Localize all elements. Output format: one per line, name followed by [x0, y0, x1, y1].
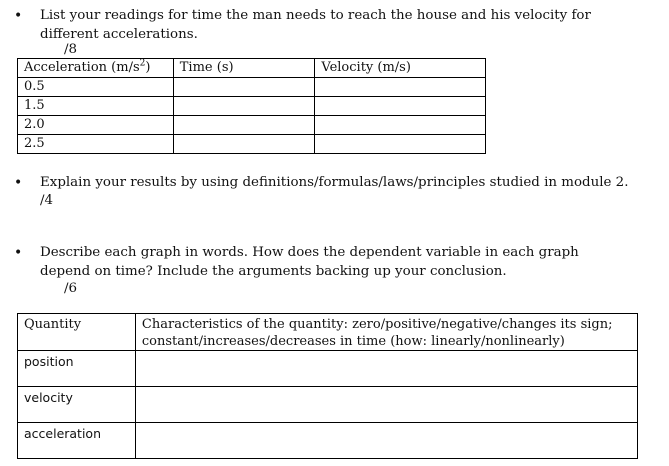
column-header-quantity: Quantity — [18, 314, 136, 351]
table-row — [18, 97, 486, 116]
cell-time[interactable] — [173, 78, 315, 97]
cell-acceleration: 0.5 — [18, 78, 174, 97]
table-row — [18, 78, 486, 97]
cell-velocity[interactable] — [315, 135, 486, 154]
cell-quantity-acceleration: acceleration — [18, 423, 136, 459]
cell-time[interactable] — [173, 97, 315, 116]
instruction-explain: Explain your results by using definitions/formulas/laws/principles studied in module 2. — [40, 175, 629, 190]
score-describe: /6 — [64, 281, 78, 296]
table-row — [18, 351, 638, 387]
table-row — [18, 116, 486, 135]
column-header-time: Time (s) — [173, 59, 315, 78]
score-explain: /4 — [40, 193, 54, 208]
bullet-marker: • — [14, 245, 23, 261]
cell-velocity[interactable] — [315, 78, 486, 97]
cell-quantity-velocity: velocity — [18, 387, 136, 423]
table-row — [18, 387, 638, 423]
table-row — [18, 423, 638, 459]
table-header-row — [18, 59, 486, 78]
cell-velocity[interactable] — [315, 116, 486, 135]
cell-velocity[interactable] — [315, 97, 486, 116]
cell-acceleration: 1.5 — [18, 97, 174, 116]
cell-time[interactable] — [173, 116, 315, 135]
cell-characteristics[interactable] — [135, 351, 637, 387]
bullet-marker: • — [14, 8, 23, 24]
table-header-row — [18, 314, 638, 351]
readings-table — [17, 58, 486, 154]
instruction-describe: Describe each graph in words. How does the dependent variable in each graph depend on time? Include the arguments backing up your conclusion. — [40, 245, 579, 279]
cell-characteristics[interactable] — [135, 387, 637, 423]
cell-quantity-position: position — [18, 351, 136, 387]
cell-acceleration: 2.5 — [18, 135, 174, 154]
column-header-acceleration: Acceleration $(m/s^2)$ — [18, 59, 174, 78]
instruction-readings: List your readings for time the man needs to reach the house and his velocity for different accelerations. — [40, 8, 591, 42]
score-readings: /8 — [64, 42, 78, 57]
cell-acceleration: 2.0 — [18, 116, 174, 135]
cell-time[interactable] — [173, 135, 315, 154]
cell-characteristics[interactable] — [135, 423, 637, 459]
bullet-marker: • — [14, 175, 23, 191]
column-header-velocity: Velocity (m/s) — [315, 59, 486, 78]
table-row — [18, 135, 486, 154]
graph-description-table — [17, 313, 638, 459]
column-header-characteristics: Characteristics of the quantity: zero/positive/negative/changes its sign; constant/increases/decreases in time (how: linearly/nonlinearly) — [135, 314, 637, 351]
